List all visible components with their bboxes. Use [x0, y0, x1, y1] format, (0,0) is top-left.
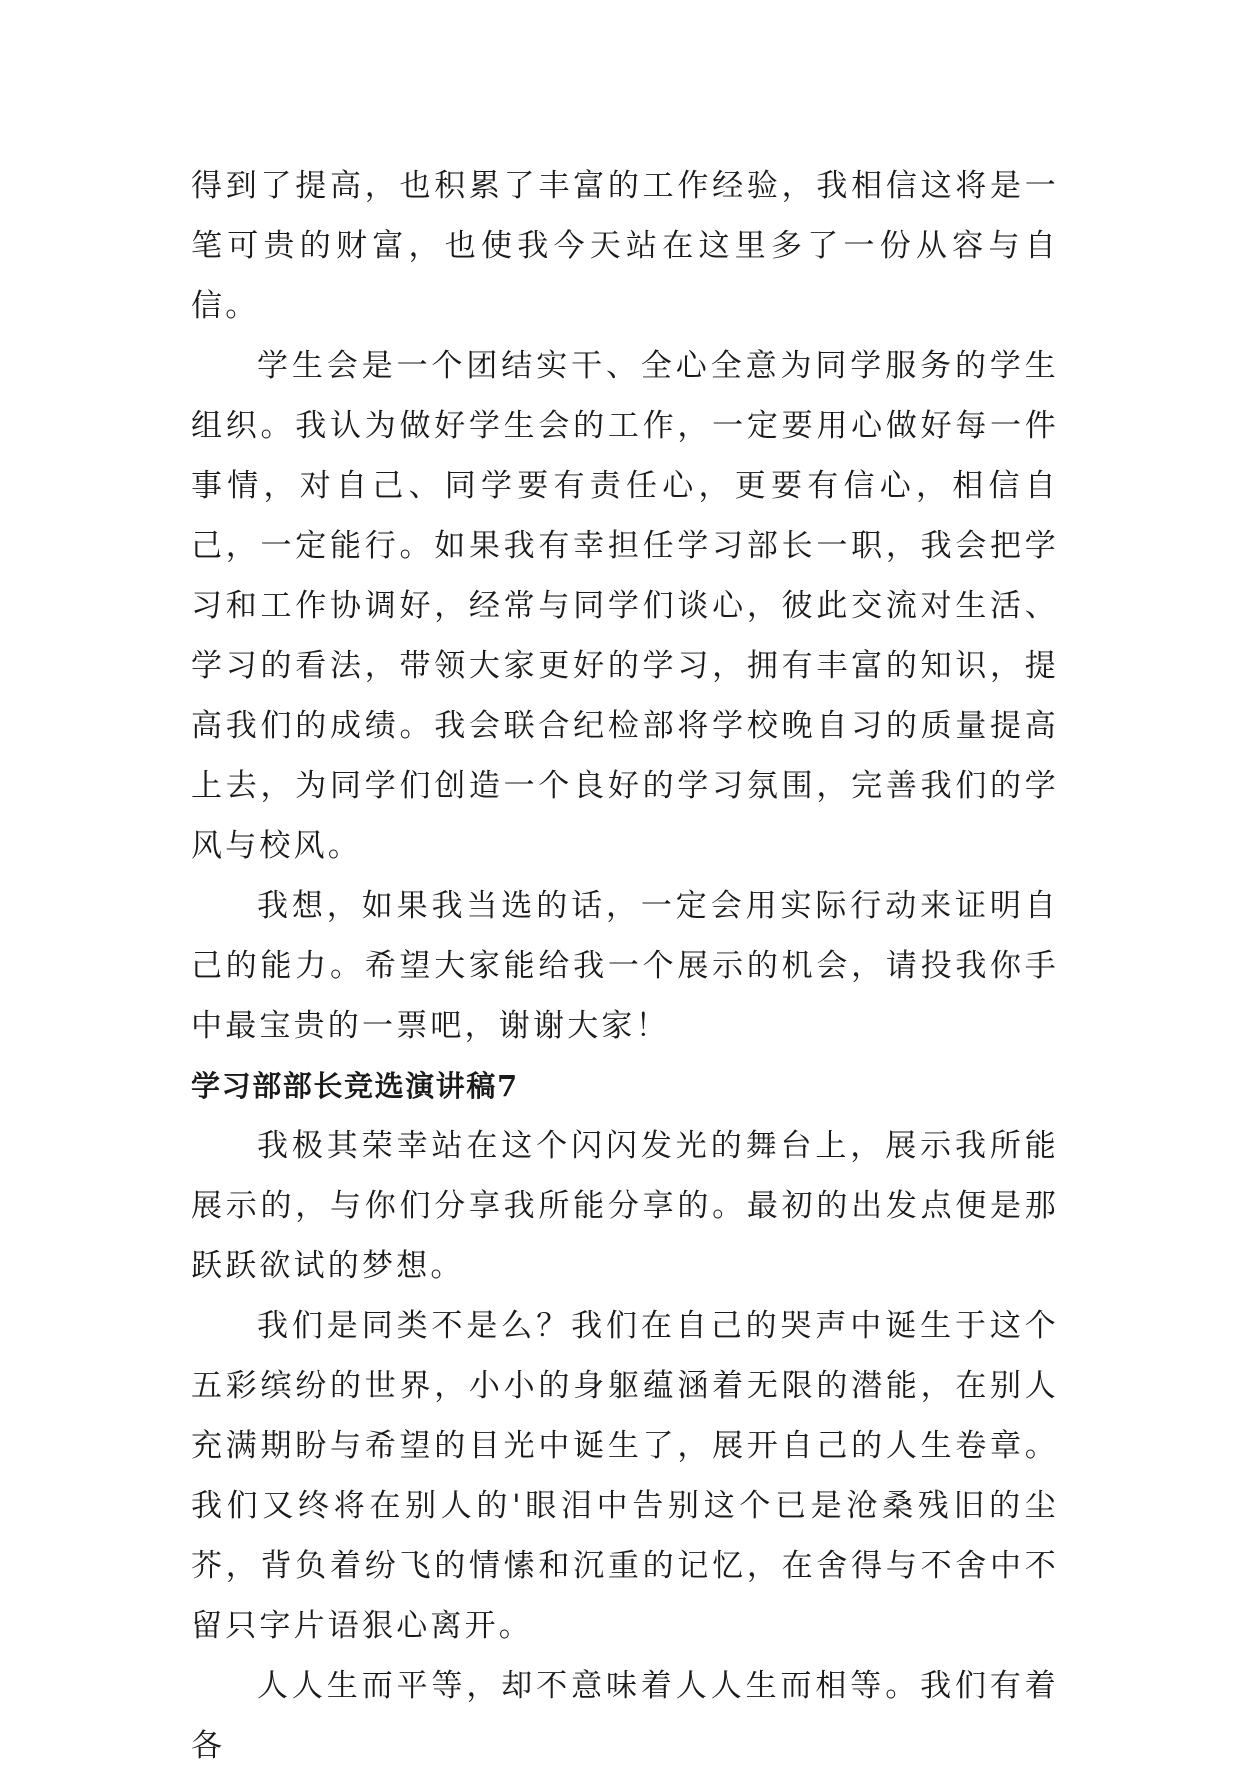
paragraph-same-kind: 我们是同类不是么？我们在自己的哭声中诞生于这个五彩缤纷的世界，小小的身躯蕴涵着无限的潜能，在别人充满期盼与希望的目光中诞生了，展开自己的人生卷章。我们又终将在别人的'眼泪中告别这个已是沧桑残旧的尘芥，背负着纷飞的情愫和沉重的记忆，在舍得与不舍中不留只字片语狠心离开。 — [191, 1308, 1059, 1644]
paragraph-equality: 人人生而平等，却不意味着人人生而相等。我们有着各 — [191, 1668, 1059, 1764]
paragraph-closing-appeal: 我想，如果我当选的话，一定会用实际行动来证明自己的能力。希望大家能给我一个展示的机会，请投我你手中最宝贵的一票吧，谢谢大家！ — [191, 888, 1059, 1044]
paragraph-continued: 得到了提高，也积累了丰富的工作经验，我相信这将是一笔可贵的财富，也使我今天站在这里多了一份从容与自信。 — [191, 168, 1059, 324]
section-heading: 学习部部长竞选演讲稿7 — [191, 1069, 519, 1103]
paragraph-student-union: 学生会是一个团结实干、全心全意为同学服务的学生组织。我认为做好学生会的工作，一定要用心做好每一件事情，对自己、同学要有责任心，更要有信心，相信自己，一定能行。如果我有幸担任学习部长一职，我会把学习和工作协调好，经常与同学们谈心，彼此交流对生活、学习的看法，带领大家更好的学习，拥有丰富的知识，提高我们的成绩。我会联合纪检部将学校晚自习的质量提高上去，为同学们创造一个良好的学习氛围，完善我们的学风与校风。 — [191, 348, 1059, 864]
document-body — [191, 156, 1059, 1776]
paragraph-stage-opening: 我极其荣幸站在这个闪闪发光的舞台上，展示我所能展示的，与你们分享我所能分享的。最初的出发点便是那跃跃欲试的梦想。 — [191, 1128, 1059, 1284]
